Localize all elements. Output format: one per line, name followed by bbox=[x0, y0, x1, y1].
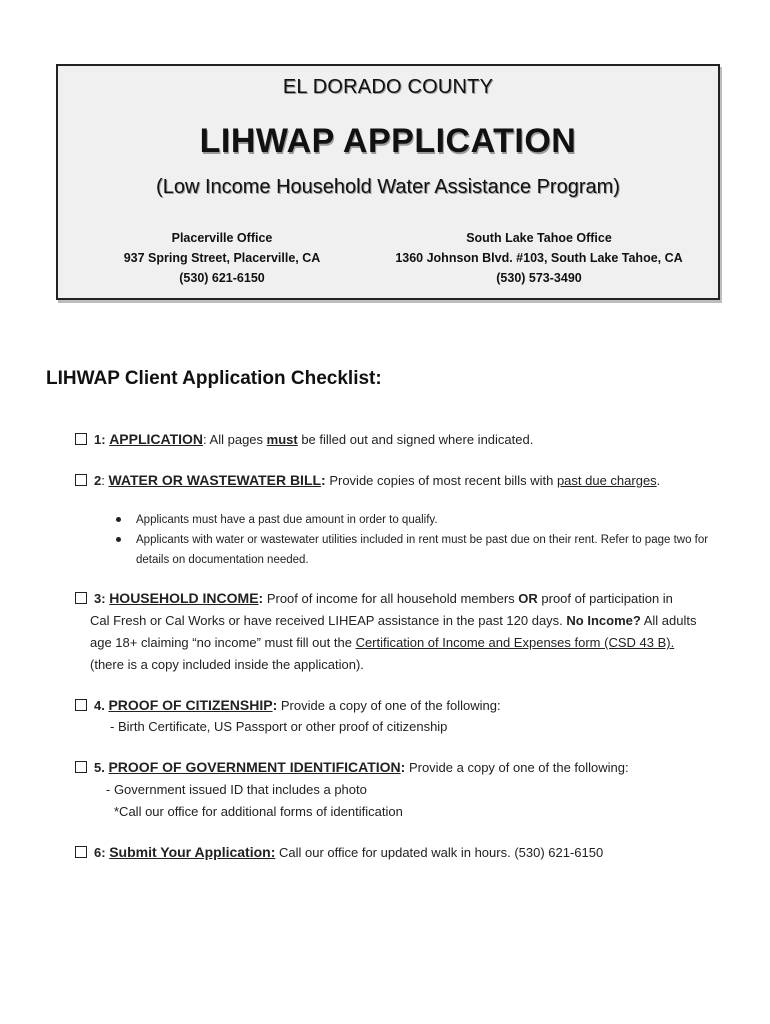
checkbox[interactable] bbox=[75, 699, 87, 711]
checkbox[interactable] bbox=[75, 433, 87, 445]
page-title: LIHWAP APPLICATION bbox=[199, 122, 577, 160]
government-id-detail: - Government issued ID that includes a photo bbox=[106, 782, 367, 797]
header-box bbox=[56, 64, 720, 300]
placerville-office bbox=[62, 228, 382, 288]
item-heading: APPLICATION bbox=[109, 431, 204, 447]
item-heading: Submit Your Application: bbox=[109, 844, 276, 860]
item-heading: PROOF OF GOVERNMENT IDENTIFICATION bbox=[108, 759, 401, 775]
checkbox[interactable] bbox=[75, 592, 87, 604]
income-line-2: Cal Fresh or Cal Works or have received LIHEAP assistance in the past 120 days. No Income? All adults bbox=[90, 613, 697, 628]
government-id-note: *Call our office for additional forms of identification bbox=[114, 804, 403, 819]
list-item: Applicants must have a past due amount in order to qualify. bbox=[114, 510, 714, 530]
checkbox[interactable] bbox=[75, 761, 87, 773]
checklist-item-submit: 6: Submit Your Application: Call our office for updated walk in hours. (530) 621-6150 bbox=[75, 841, 603, 864]
income-line-4: (there is a copy included inside the application). bbox=[90, 657, 364, 672]
office-address: 1360 Johnson Blvd. #103, South Lake Tahoe, CA bbox=[395, 251, 683, 265]
office-name: South Lake Tahoe Office bbox=[466, 231, 612, 245]
bill-requirements-list bbox=[114, 510, 714, 570]
checkbox[interactable] bbox=[75, 846, 87, 858]
checklist-item-household-income: 3: HOUSEHOLD INCOME: Proof of income for all household members OR proof of participation in bbox=[75, 587, 735, 610]
item-heading: PROOF OF CITIZENSHIP bbox=[108, 697, 273, 713]
list-item: Applicants with water or wastewater utilities included in rent must be past due on their rent. Refer to page two for details on documentation needed. bbox=[114, 530, 714, 570]
checklist-item-application: 1: APPLICATION: All pages must be filled out and signed where indicated. bbox=[75, 428, 533, 451]
income-line-3: age 18+ claiming “no income” must fill out the Certification of Income and Expenses form (CSD 43 B). bbox=[90, 635, 675, 650]
checklist-title: LIHWAP Client Application Checklist: bbox=[46, 368, 382, 389]
checklist-item-government-id: 5. PROOF OF GOVERNMENT IDENTIFICATION: Provide a copy of one of the following: bbox=[75, 756, 629, 779]
office-phone: (530) 621-6150 bbox=[179, 271, 265, 285]
office-phone: (530) 573-3490 bbox=[496, 271, 582, 285]
checkbox[interactable] bbox=[75, 474, 87, 486]
county-name: EL DORADO COUNTY bbox=[282, 76, 494, 98]
item-heading: HOUSEHOLD INCOME bbox=[109, 590, 259, 606]
citizenship-detail: - Birth Certificate, US Passport or other proof of citizenship bbox=[110, 719, 448, 734]
page-subtitle: (Low Income Household Water Assistance Program) bbox=[156, 176, 620, 198]
office-address: 937 Spring Street, Placerville, CA bbox=[123, 251, 321, 265]
office-name: Placerville Office bbox=[171, 231, 273, 245]
checklist-item-citizenship: 4. PROOF OF CITIZENSHIP: Provide a copy of one of the following: bbox=[75, 694, 501, 717]
csd-43b-form-link[interactable]: Certification of Income and Expenses form (CSD 43 B). bbox=[355, 635, 675, 650]
item-heading: WATER OR WASTEWATER BILL bbox=[108, 472, 322, 488]
checklist-item-water-bill: 2: WATER OR WASTEWATER BILL: Provide copies of most recent bills with past due charges. bbox=[75, 469, 660, 492]
south-lake-tahoe-office bbox=[374, 228, 704, 288]
